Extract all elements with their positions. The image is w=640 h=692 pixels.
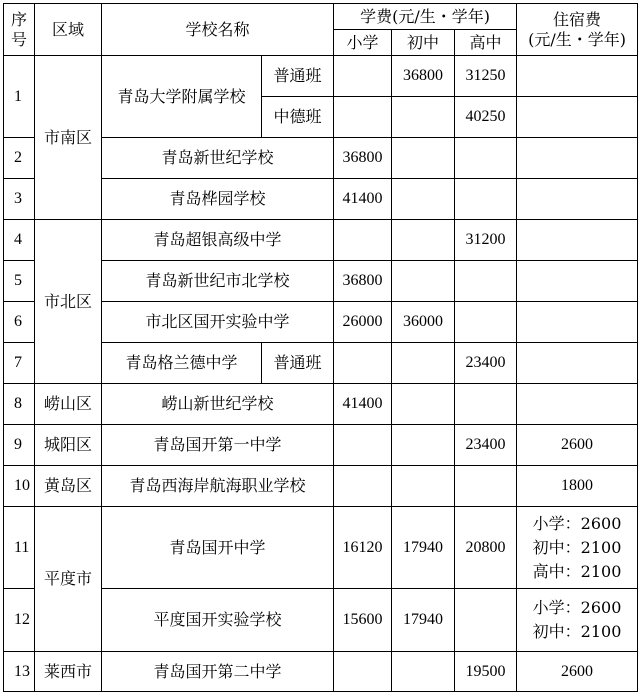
school-name: 青岛桦园学校 [102, 179, 334, 220]
board-line: 初中：2100 [532, 537, 622, 557]
row-index: 3 [4, 179, 35, 220]
region-cell: 市北区 [35, 220, 102, 384]
fee-primary [334, 56, 392, 97]
header-board [517, 4, 638, 56]
board-line: 高中：2100 [532, 561, 622, 581]
header-senior: 高中 [455, 30, 517, 56]
fee-senior [455, 302, 517, 343]
fee-junior: 36000 [392, 302, 455, 343]
fee-junior: 17940 [392, 589, 455, 652]
fee-junior [392, 425, 455, 466]
fee-board: 2600 [517, 652, 638, 692]
fee-board [517, 384, 638, 425]
fee-primary: 41400 [334, 384, 392, 425]
fee-senior [455, 384, 517, 425]
region-cell: 崂山区 [35, 384, 102, 425]
header-seq [4, 4, 35, 56]
fee-board: 2600 [517, 425, 638, 466]
header-seq-label: 序号 [11, 9, 28, 49]
fee-primary: 36800 [334, 261, 392, 302]
region-cell: 城阳区 [35, 425, 102, 466]
fee-board [517, 138, 638, 179]
row-index: 8 [4, 384, 35, 425]
row-index: 6 [4, 302, 35, 343]
school-name: 市北区国开实验中学 [102, 302, 334, 343]
fee-primary: 16120 [334, 507, 392, 589]
fee-board [517, 343, 638, 384]
fee-primary: 41400 [334, 179, 392, 220]
row-index: 11 [4, 507, 35, 589]
class-type: 普通班 [262, 343, 334, 384]
board-line: 小学：2600 [532, 598, 622, 617]
fee-board [517, 220, 638, 261]
fee-junior [392, 466, 455, 507]
fee-board [517, 261, 638, 302]
header-board-unit: (元/生・学年) [528, 29, 626, 49]
table-row [4, 384, 638, 425]
fee-board [517, 589, 638, 652]
row-index: 4 [4, 220, 35, 261]
region-cell: 莱西市 [35, 652, 102, 692]
school-name: 青岛国开第二中学 [102, 652, 334, 692]
school-name: 崂山新世纪学校 [102, 384, 334, 425]
row-index: 7 [4, 343, 35, 384]
header-junior: 初中 [392, 30, 455, 56]
school-name: 青岛超银高级中学 [102, 220, 334, 261]
region-cell: 平度市 [35, 507, 102, 652]
fee-senior [455, 466, 517, 507]
fee-senior: 31200 [455, 220, 517, 261]
region-cell: 黄岛区 [35, 466, 102, 507]
fee-primary [334, 343, 392, 384]
school-name: 青岛新世纪学校 [102, 138, 334, 179]
fee-primary: 36800 [334, 138, 392, 179]
school-name: 青岛国开中学 [102, 507, 334, 589]
fee-senior: 31250 [455, 56, 517, 97]
header-board-title: 住宿费 [553, 9, 602, 29]
table-row [4, 652, 638, 692]
fee-board: 1800 [517, 466, 638, 507]
fee-senior [455, 589, 517, 652]
fee-senior [455, 261, 517, 302]
fee-board [517, 302, 638, 343]
fee-junior: 36800 [392, 56, 455, 97]
row-index: 2 [4, 138, 35, 179]
board-line: 小学：2600 [532, 513, 622, 533]
row-index: 9 [4, 425, 35, 466]
fee-board [517, 507, 638, 589]
fee-primary: 15600 [334, 589, 392, 652]
fee-table [3, 3, 638, 692]
fee-senior: 23400 [455, 425, 517, 466]
row-index: 1 [4, 56, 35, 138]
header-region: 区域 [35, 4, 102, 56]
table-row [4, 425, 638, 466]
fee-primary: 26000 [334, 302, 392, 343]
header-tuition: 学费(元/生・学年) [334, 4, 517, 30]
fee-senior: 19500 [455, 652, 517, 692]
class-type: 普通班 [262, 56, 334, 97]
fee-junior [392, 652, 455, 692]
school-name: 青岛国开第一中学 [102, 425, 334, 466]
row-index: 10 [4, 466, 35, 507]
fee-board [517, 56, 638, 97]
row-index: 12 [4, 589, 35, 652]
table-row [4, 220, 638, 261]
class-type: 中德班 [262, 97, 334, 138]
table-row [4, 466, 638, 507]
fee-board [517, 97, 638, 138]
table-row [4, 56, 638, 97]
fee-primary [334, 425, 392, 466]
fee-primary [334, 97, 392, 138]
table-row [4, 507, 638, 589]
header-school: 学校名称 [102, 4, 334, 56]
fee-senior [455, 138, 517, 179]
fee-senior: 20800 [455, 507, 517, 589]
fee-junior [392, 261, 455, 302]
fee-junior [392, 220, 455, 261]
row-index: 5 [4, 261, 35, 302]
fee-junior [392, 179, 455, 220]
fee-senior: 23400 [455, 343, 517, 384]
school-name: 平度国开实验学校 [102, 589, 334, 652]
fee-primary [334, 220, 392, 261]
fee-junior [392, 138, 455, 179]
region-cell: 市南区 [35, 56, 102, 220]
school-name: 青岛西海岸航海职业学校 [102, 466, 334, 507]
board-line: 初中：2100 [532, 622, 622, 641]
fee-junior [392, 97, 455, 138]
row-index: 13 [4, 652, 35, 692]
school-name: 青岛新世纪市北学校 [102, 261, 334, 302]
fee-junior [392, 343, 455, 384]
school-name: 青岛大学附属学校 [102, 56, 262, 138]
school-name: 青岛格兰德中学 [102, 343, 262, 384]
fee-senior: 40250 [455, 97, 517, 138]
fee-board [517, 179, 638, 220]
fee-senior [455, 179, 517, 220]
fee-junior [392, 384, 455, 425]
fee-junior: 17940 [392, 507, 455, 589]
fee-primary [334, 652, 392, 692]
fee-primary [334, 466, 392, 507]
header-primary: 小学 [334, 30, 392, 56]
